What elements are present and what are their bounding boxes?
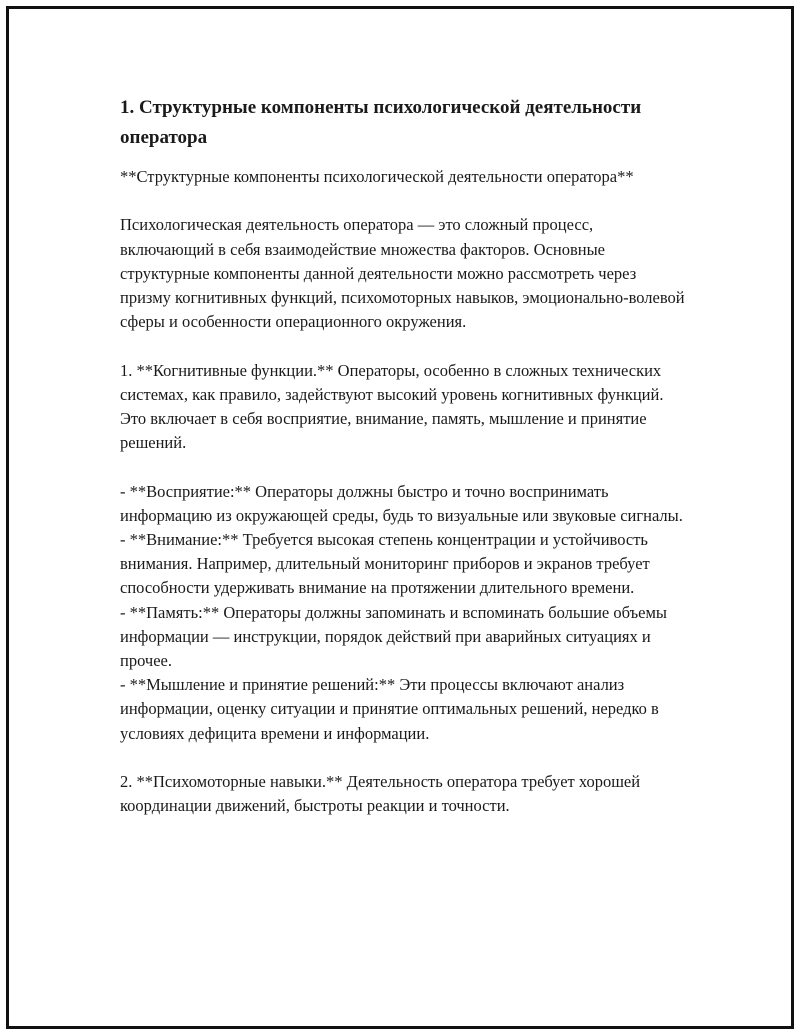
document-page: [6, 6, 794, 1029]
paragraph-cognitive-sublist: - **Восприятие:** Операторы должны быстро и точно воспринимать информацию из окружающей среды, будь то визуальные или звуковые сигналы. - **Внимание:** Требуется высокая степень концентрации и устойчивость внимания. Например, длительный мониторинг приборов и экранов требует способности удерживать внимание на протяжении длительного времени. - **Память:** Операторы должны запоминать и вспоминать большие объемы информации — инструкции, порядок действий при аварийных ситуациях и прочее. - **Мышление и принятие решений:** Эти процессы включают анализ информации, оценку ситуации и принятие оптимальных решений, нередко в условиях дефицита времени и информации.: [120, 481, 683, 743]
document-title: 1. Структурные компоненты психологической деятельности оператора: [120, 97, 642, 148]
paragraph-cognitive-functions: 1. **Когнитивные функции.** Операторы, особенно в сложных технических системах, как правило, задействуют высокий уровень когнитивных функций. Это включает в себя восприятие, внимание, память, мышление и принятие решений.: [120, 360, 664, 453]
paragraph-spacer: [120, 455, 685, 479]
paragraph-spacer: [120, 746, 685, 770]
paragraph-spacer: [120, 189, 685, 213]
paragraph-spacer: [120, 334, 685, 358]
paragraph-psychomotor-skills: 2. **Психомоторные навыки.** Деятельность оператора требует хорошей координации движений, быстроты реакции и точности.: [120, 772, 641, 816]
paragraph-heading: **Структурные компоненты психологической деятельности оператора**: [120, 167, 634, 186]
document-body: [120, 93, 685, 818]
paragraph-intro: Психологическая деятельность оператора — это сложный процесс, включающий в себя взаимодействие множества факторов. Основные структурные компоненты данной деятельности можно рассмотреть через призму когнитивных функций, психомоторных навыков, эмоционально-волевой сферы и особенности операционного окружения.: [120, 215, 685, 332]
